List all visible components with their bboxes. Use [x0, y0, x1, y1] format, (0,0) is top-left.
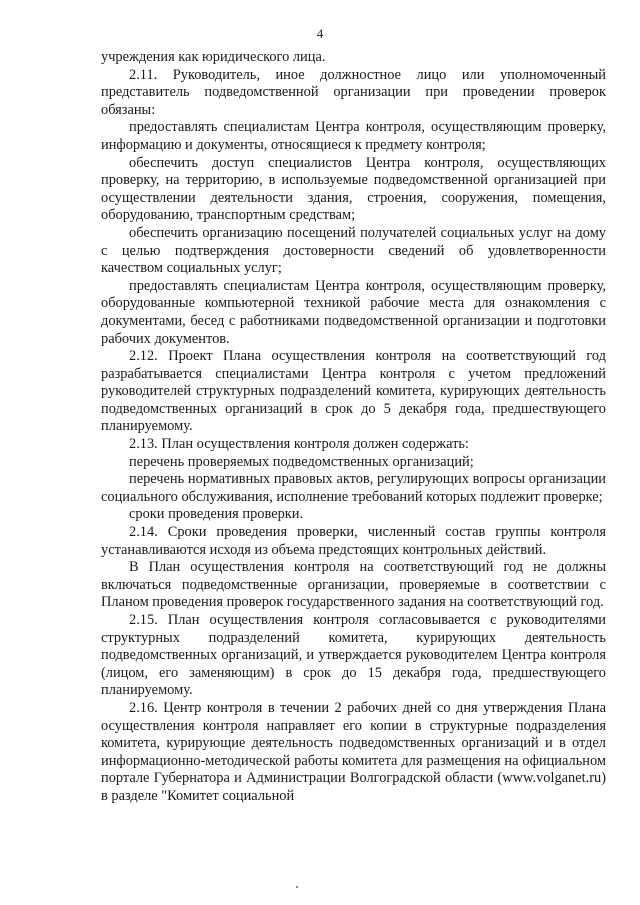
list-item-legal-acts: перечень нормативных правовых актов, регулирующих вопросы организации социального обслуживания, исполнение требований которых подлежит проверке;: [101, 471, 606, 505]
list-item-deadlines: сроки проведения проверки.: [129, 506, 304, 523]
list-item-organizations: перечень проверяемых подведомственных организаций;: [129, 453, 474, 470]
paragraph-2-14: 2.14. Сроки проведения проверки, численный состав группы контроля устанавливаются исходя из объема предстоящих контрольных действий.: [101, 524, 606, 558]
paragraph-plan-exclusion: В План осуществления контроля на соответствующий год не должны включаться подведомственные организации, проверяемые в соответствии с Планом проведения проверок государственного задания на соответствующий год.: [101, 559, 606, 611]
paragraph-2-16: 2.16. Центр контроля в течении 2 рабочих дней со дня утверждения Плана осуществления контроля направляет его копии в структурные подразделения комитета, курирующие деятельность подведомственных организаций и в отдел информационно-методической работы комитета для размещения на официальном портале Губернатора и Администрации Волгоградской области (www.volganet.ru) в разделе "Комитет социальной: [101, 699, 606, 804]
paragraph-continuation: учреждения как юридического лица.: [101, 49, 326, 65]
list-item-organize-visits: обеспечить организацию посещений получателей социальных услуг на дому с целью подтверждения достоверности сведений об удовлетворенности качеством социальных услуг;: [101, 224, 606, 277]
list-item-ensure-access: обеспечить доступ специалистов Центра контроля, осуществляющих проверку, на территорию, в используемые подведомственной организацией при осуществлении деятельности здания, строения, сооружения, помещения, оборудованию, транспортным средствам;: [101, 154, 606, 224]
paragraph-2-12: 2.12. Проект Плана осуществления контроля на соответствующий год разрабатывается специалистами Центра контроля с учетом предложений руководителей структурных подразделений комитета, курирующих деятельность подведомственных организаций в срок до 5 декабря года, предшествующего планируемому.: [101, 348, 606, 435]
paragraph-2-13: 2.13. План осуществления контроля должен содержать:: [129, 436, 469, 453]
paragraph-2-15: 2.15. План осуществления контроля согласовывается с руководителями структурных подразделений комитета, курирующих деятельность подведомственных организаций, и утверждается руководителем Центра контроля (лицом, его заменяющим) в срок до 15 декабря года, предшествующего планируемому.: [101, 612, 606, 699]
scan-speck: [296, 886, 298, 888]
list-item-provide-workplaces: предоставлять специалистам Центра контроля, осуществляющим проверку, оборудованные компьютерной техникой рабочие места для ознакомления с документами, бесед с работниками подведомственной организации и подготовки рабочих документов.: [101, 277, 606, 347]
list-item-provide-info: предоставлять специалистам Центра контроля, осуществляющим проверку, информацию и документы, относящиеся к предмету контроля;: [101, 119, 606, 153]
document-body: [101, 49, 606, 806]
page-number: 4: [316, 26, 324, 41]
paragraph-2-11: 2.11. Руководитель, иное должностное лицо или уполномоченный представитель подведомственной организации при проведении проверок обязаны:: [101, 66, 606, 118]
